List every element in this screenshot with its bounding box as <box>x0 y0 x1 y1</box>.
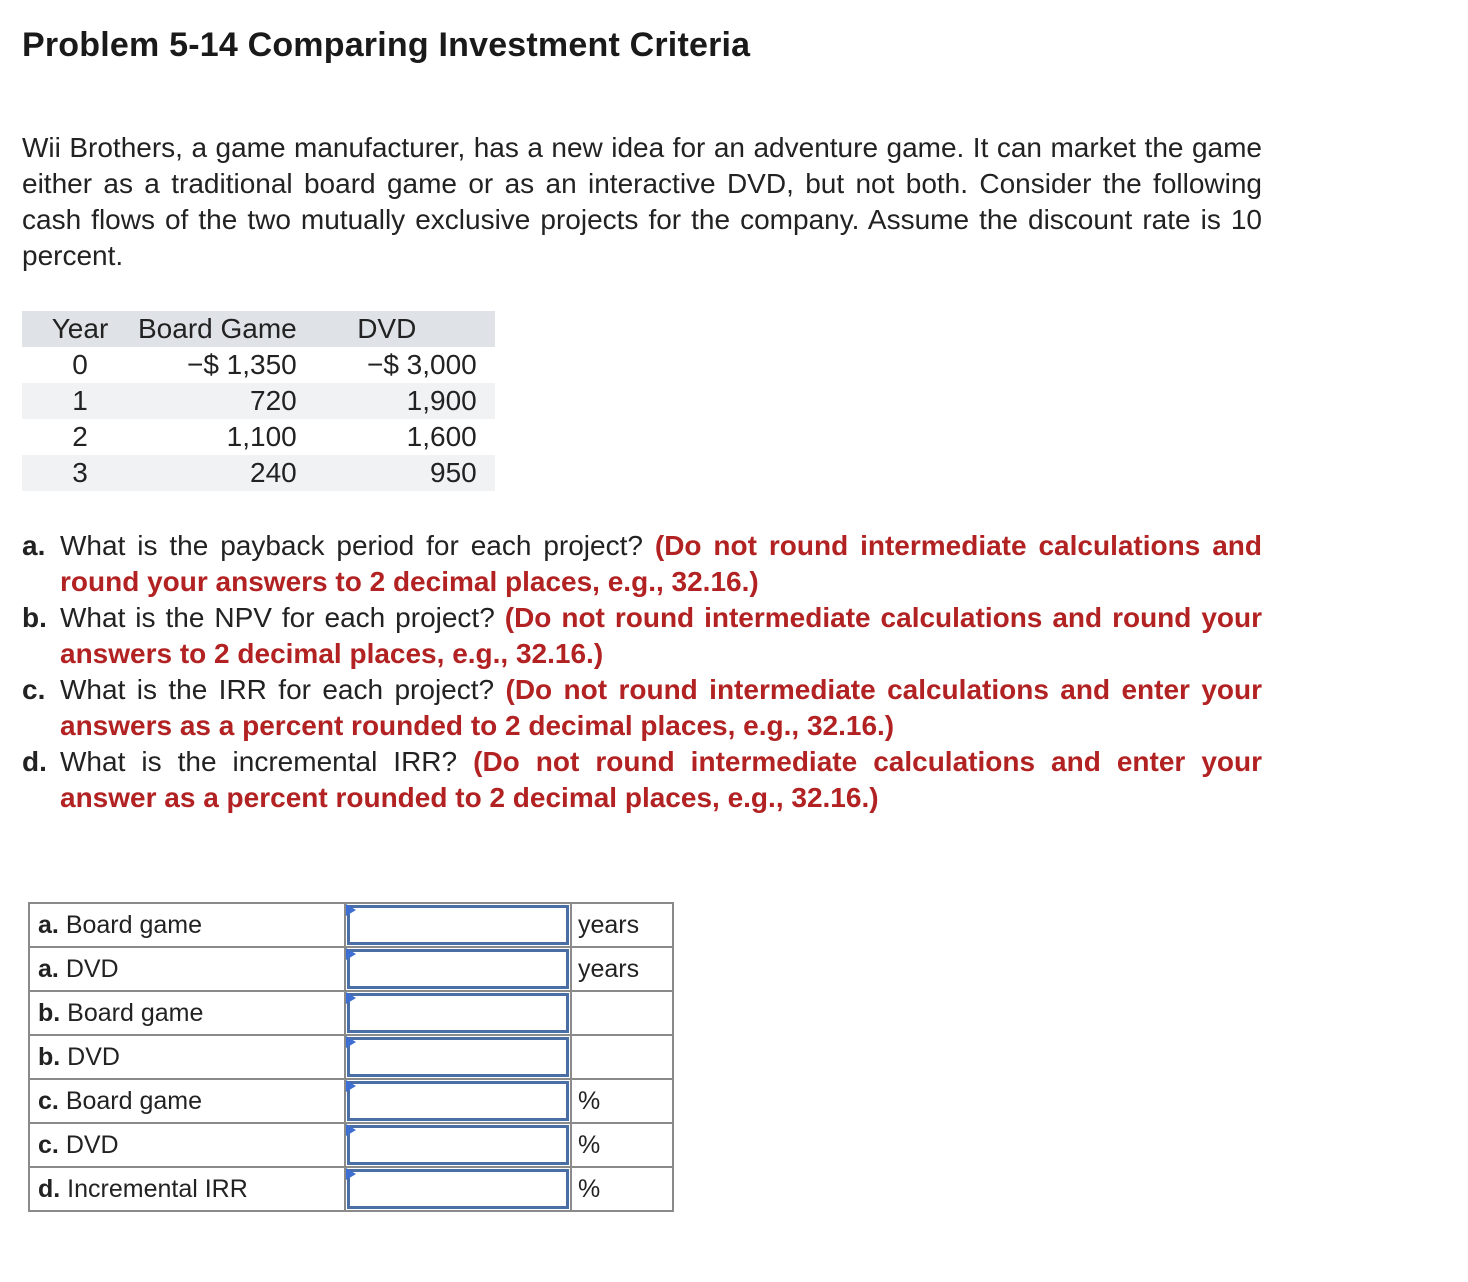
question-text: What is the incremental IRR? <box>60 746 458 777</box>
answer-row-c-dvd <box>29 1123 673 1167</box>
answer-row-a-dvd <box>29 947 673 991</box>
npv-board-game-input[interactable] <box>347 993 569 1033</box>
flag-marker-icon <box>346 948 356 960</box>
answer-letter: a. <box>38 954 59 983</box>
flag-marker-icon <box>346 1124 356 1136</box>
question-b <box>22 600 1262 672</box>
cell-dvd: 1,900 <box>297 383 477 419</box>
cell-dvd: 950 <box>297 455 477 491</box>
flag-marker-icon <box>346 1168 356 1180</box>
cell-dvd: 1,600 <box>406 421 477 452</box>
answer-unit: % <box>571 1079 673 1123</box>
flag-marker-icon <box>346 904 356 916</box>
answer-label: Incremental IRR <box>67 1174 248 1203</box>
payback-dvd-input[interactable] <box>347 949 569 989</box>
answer-label: DVD <box>65 954 119 983</box>
answer-letter: b. <box>38 998 61 1027</box>
answer-unit <box>571 991 673 1035</box>
answer-unit: % <box>571 1167 673 1211</box>
question-note: (Do not round intermediate calculations and round your answers to 2 decimal places, e.g., 32.16.) <box>60 602 1263 669</box>
problem-intro: Wii Brothers, a game manufacturer, has a new idea for an adventure game. It can market the game either as a traditional board game or as an interactive DVD, but not both. Consider the following cash flows of the two mutually exclusive projects for the company. Assume the discount rate is 10 percent. <box>22 132 1262 271</box>
question-text: What is the payback period for each project? <box>60 530 643 561</box>
question-text: What is the IRR for each project? <box>60 674 495 705</box>
question-d <box>22 744 1262 816</box>
answer-row-d-incremental-irr <box>29 1167 673 1211</box>
answer-row-b-dvd <box>29 1035 673 1079</box>
answer-label: DVD <box>65 1130 119 1159</box>
answer-row-b-board-game <box>29 991 673 1035</box>
answer-table <box>28 902 674 1212</box>
question-letter: a. <box>22 530 46 561</box>
answer-unit: years <box>571 903 673 947</box>
answer-row-c-board-game <box>29 1079 673 1123</box>
npv-dvd-input[interactable] <box>347 1037 569 1077</box>
cash-flow-header-row <box>22 311 495 347</box>
answer-row-a-board-game <box>29 903 673 947</box>
flag-marker-icon <box>346 992 356 1004</box>
cell-year: 1 <box>22 383 138 419</box>
cell-board-game: 240 <box>138 455 297 491</box>
flag-marker-icon <box>346 1080 356 1092</box>
cash-flow-row <box>22 455 495 491</box>
cash-flow-row <box>22 383 495 419</box>
cell-year: 0 <box>72 349 88 380</box>
problem-title: Problem 5-14 Comparing Investment Criteria <box>22 26 751 64</box>
question-letter: c. <box>22 674 46 705</box>
question-note: (Do not round intermediate calculations and enter your answer as a percent rounded to 2 decimal places, e.g., 32.16.) <box>60 746 1263 813</box>
answer-label: Board game <box>67 998 204 1027</box>
cell-year: 3 <box>22 455 138 491</box>
cell-board-game: 720 <box>138 383 297 419</box>
cell-board-game: 1,100 <box>226 421 297 452</box>
cell-dvd: −$ 3,000 <box>366 349 477 380</box>
header-board-game: Board Game <box>138 311 297 347</box>
question-letter: d. <box>22 746 47 777</box>
answer-unit <box>571 1035 673 1079</box>
answer-letter: c. <box>38 1130 59 1159</box>
answer-letter: c. <box>38 1086 59 1115</box>
cell-board-game: −$ 1,350 <box>186 349 297 380</box>
answer-letter: d. <box>38 1174 61 1203</box>
answer-unit: % <box>571 1123 673 1167</box>
header-year: Year <box>22 311 138 347</box>
question-c <box>22 672 1262 744</box>
cash-flow-table <box>22 311 495 491</box>
question-note: (Do not round intermediate calculations and round your answers to 2 decimal places, e.g., 32.16.) <box>60 530 1262 597</box>
flag-marker-icon <box>346 1036 356 1048</box>
incremental-irr-input[interactable] <box>347 1169 569 1209</box>
irr-board-game-input[interactable] <box>347 1081 569 1121</box>
header-dvd: DVD <box>297 311 477 347</box>
question-a <box>22 528 1262 600</box>
cell-year: 2 <box>72 421 88 452</box>
question-letter: b. <box>22 602 47 633</box>
question-list <box>22 528 1262 816</box>
answer-letter: b. <box>38 1042 61 1071</box>
irr-dvd-input[interactable] <box>347 1125 569 1165</box>
answer-unit: years <box>571 947 673 991</box>
cash-flow-row <box>22 419 495 455</box>
header-pad <box>477 311 495 347</box>
question-note: (Do not round intermediate calculations and enter your answers as a percent rounded to 2 decimal places, e.g., 32.16.) <box>60 674 1263 741</box>
cash-flow-row <box>22 347 495 383</box>
answer-label: Board game <box>65 910 203 939</box>
answer-label: Board game <box>65 1086 203 1115</box>
question-text: What is the NPV for each project? <box>60 602 495 633</box>
answer-label: DVD <box>67 1042 120 1071</box>
answer-letter: a. <box>38 910 59 939</box>
payback-board-game-input[interactable] <box>347 905 569 945</box>
